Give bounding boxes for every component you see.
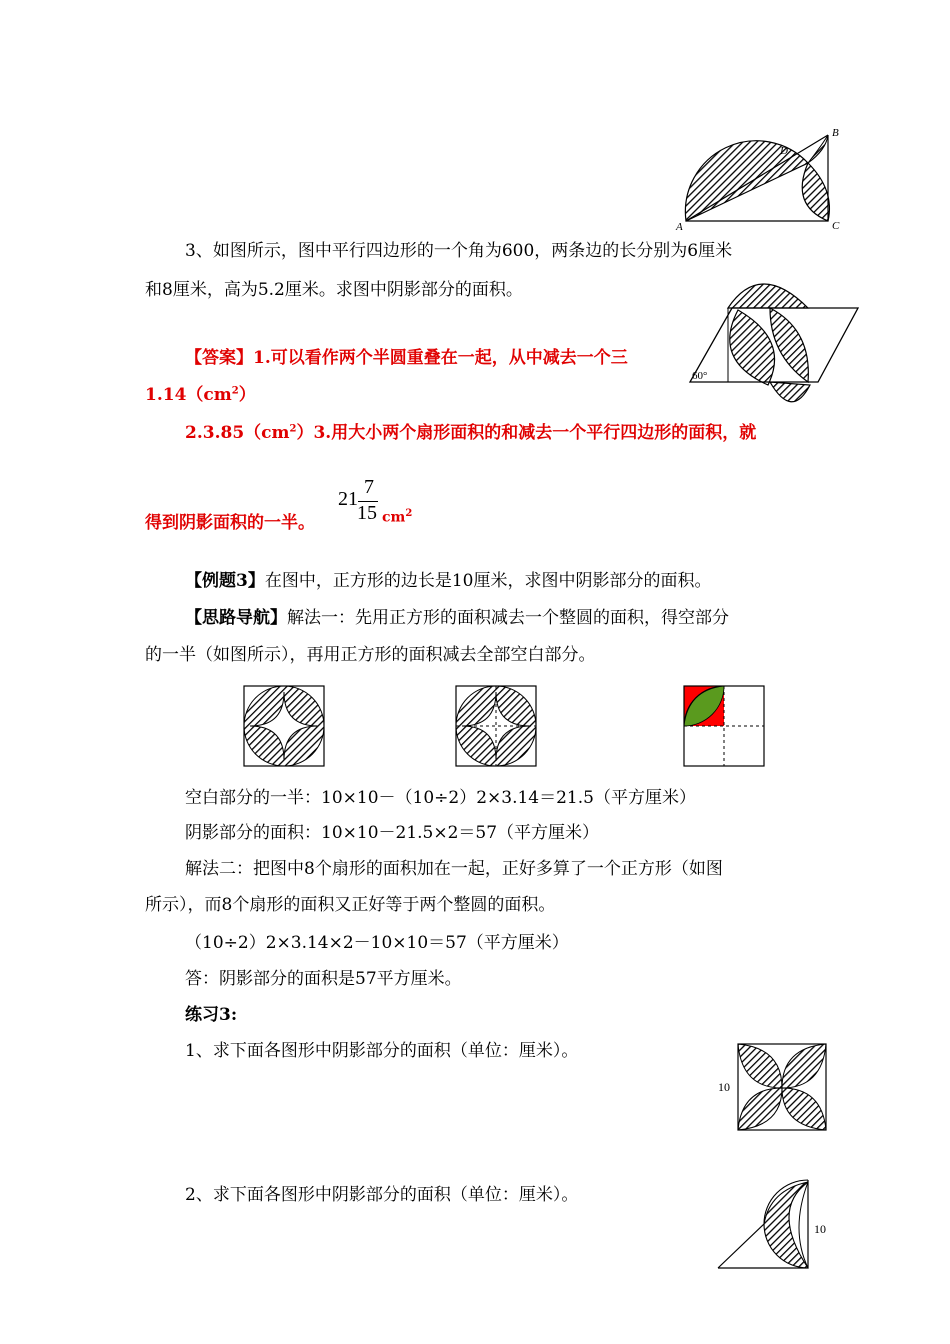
label-c: C: [832, 220, 840, 232]
square-figure-3: [684, 686, 766, 768]
square-figure-2: [456, 686, 538, 768]
solution-line6: 答：阴影部分的面积是57平方厘米。: [185, 969, 462, 989]
practice-item1: 1、求下面各图形中阴影部分的面积（单位：厘米）。: [185, 1041, 579, 1061]
parallelogram-upper-lens: [728, 284, 808, 308]
practice-label-2: 10: [814, 1222, 826, 1236]
answer-line2: [145, 380, 256, 405]
solution-line2: 阴影部分的面积：10×10－21.5×2＝57（平方厘米）: [185, 823, 600, 843]
label-a: A: [676, 221, 683, 233]
example3-line: [185, 566, 711, 591]
answer-text-3: ）3.用大小两个扇形面积的和减去一个平行四边形的面积，就: [296, 423, 757, 443]
thinking-text-1: 解法一：先用正方形的面积减去一个整圆的面积，得空部分: [287, 608, 729, 628]
q3-line1: 3、如图所示，图中平行四边形的一个角为600，两条边的长分别为6厘米: [185, 241, 733, 261]
practice-figure-2: [714, 1178, 824, 1273]
mixed-fraction-denominator: 15: [357, 502, 377, 524]
fraction-unit-sup: 2: [405, 508, 413, 519]
petal-bottom-left: [738, 1088, 782, 1130]
q3-line2: 和8厘米，高为5.2厘米。求图中阴影部分的面积。: [145, 280, 523, 300]
practice-label-1: 10: [718, 1080, 730, 1094]
answer-value-2: 2.3.85（cm: [185, 423, 290, 443]
petal-top-right: [782, 1044, 826, 1088]
semicircle-triangle-figure: [670, 125, 845, 235]
practice-figure-1: [738, 1044, 828, 1132]
thinking-tag: 【思路导航】: [185, 608, 287, 628]
practice-item2: 2、求下面各图形中阴影部分的面积（单位：厘米）。: [185, 1185, 579, 1205]
practice-title: 练习3:: [185, 1005, 238, 1025]
answer-bracket: 【答案】: [185, 348, 253, 368]
solution-line1: 空白部分的一半：10×10－（10÷2）2×3.14＝21.5（平方厘米）: [185, 788, 696, 808]
answer-line4: 得到阴影面积的一半。: [145, 513, 315, 533]
parallelogram-figure: [685, 270, 865, 430]
petal-top-left: [738, 1044, 782, 1088]
answer-sup-2: 2: [289, 423, 297, 435]
answer-close-1: ）: [238, 385, 256, 405]
square-figure-1: [244, 686, 326, 768]
parallelogram-lower-lens: [770, 382, 810, 402]
solution-line3: 解法二：把图中8个扇形的面积加在一起，正好多算了一个正方形（如图: [185, 859, 723, 879]
fraction-unit: [382, 508, 412, 526]
thinking-line1: [185, 603, 729, 628]
answer-value-1: 1.14（cm: [145, 385, 232, 405]
angle-label: 60°: [692, 370, 708, 382]
semicircle-shaded-region: [685, 141, 808, 221]
mixed-fraction-whole: 21: [338, 488, 358, 510]
petal-bottom-right: [782, 1088, 826, 1130]
solution-line4: 所示），而8个扇形的面积又正好等于两个整圆的面积。: [145, 895, 556, 915]
answer-text-1: 1.可以看作两个半圆重叠在一起，从中减去一个三: [253, 348, 628, 368]
solution-line5: （10÷2）2×3.14×2－10×10＝57（平方厘米）: [185, 933, 569, 953]
parallelogram-right-lens: [770, 308, 808, 382]
thinking-line2: 的一半（如图所示），再用正方形的面积减去全部空白部分。: [145, 645, 596, 665]
small-lens-region: [808, 135, 828, 163]
label-b: B: [832, 127, 839, 139]
fraction-unit-text: cm: [382, 509, 406, 526]
example3-tag: 【例题3】: [185, 571, 265, 591]
answer-line1: [185, 343, 628, 368]
parallelogram-left-lens: [730, 310, 775, 385]
lens-shaded-region: [802, 163, 829, 221]
quarter-circle-shaded: [764, 1182, 808, 1268]
answer-line3: [185, 418, 756, 443]
answer-sup-1: 2: [231, 385, 239, 397]
label-d: D: [780, 145, 788, 157]
example3-text: 在图中，正方形的边长是10厘米，求图中阴影部分的面积。: [264, 571, 712, 591]
mixed-fraction-numerator: 7: [364, 476, 374, 498]
